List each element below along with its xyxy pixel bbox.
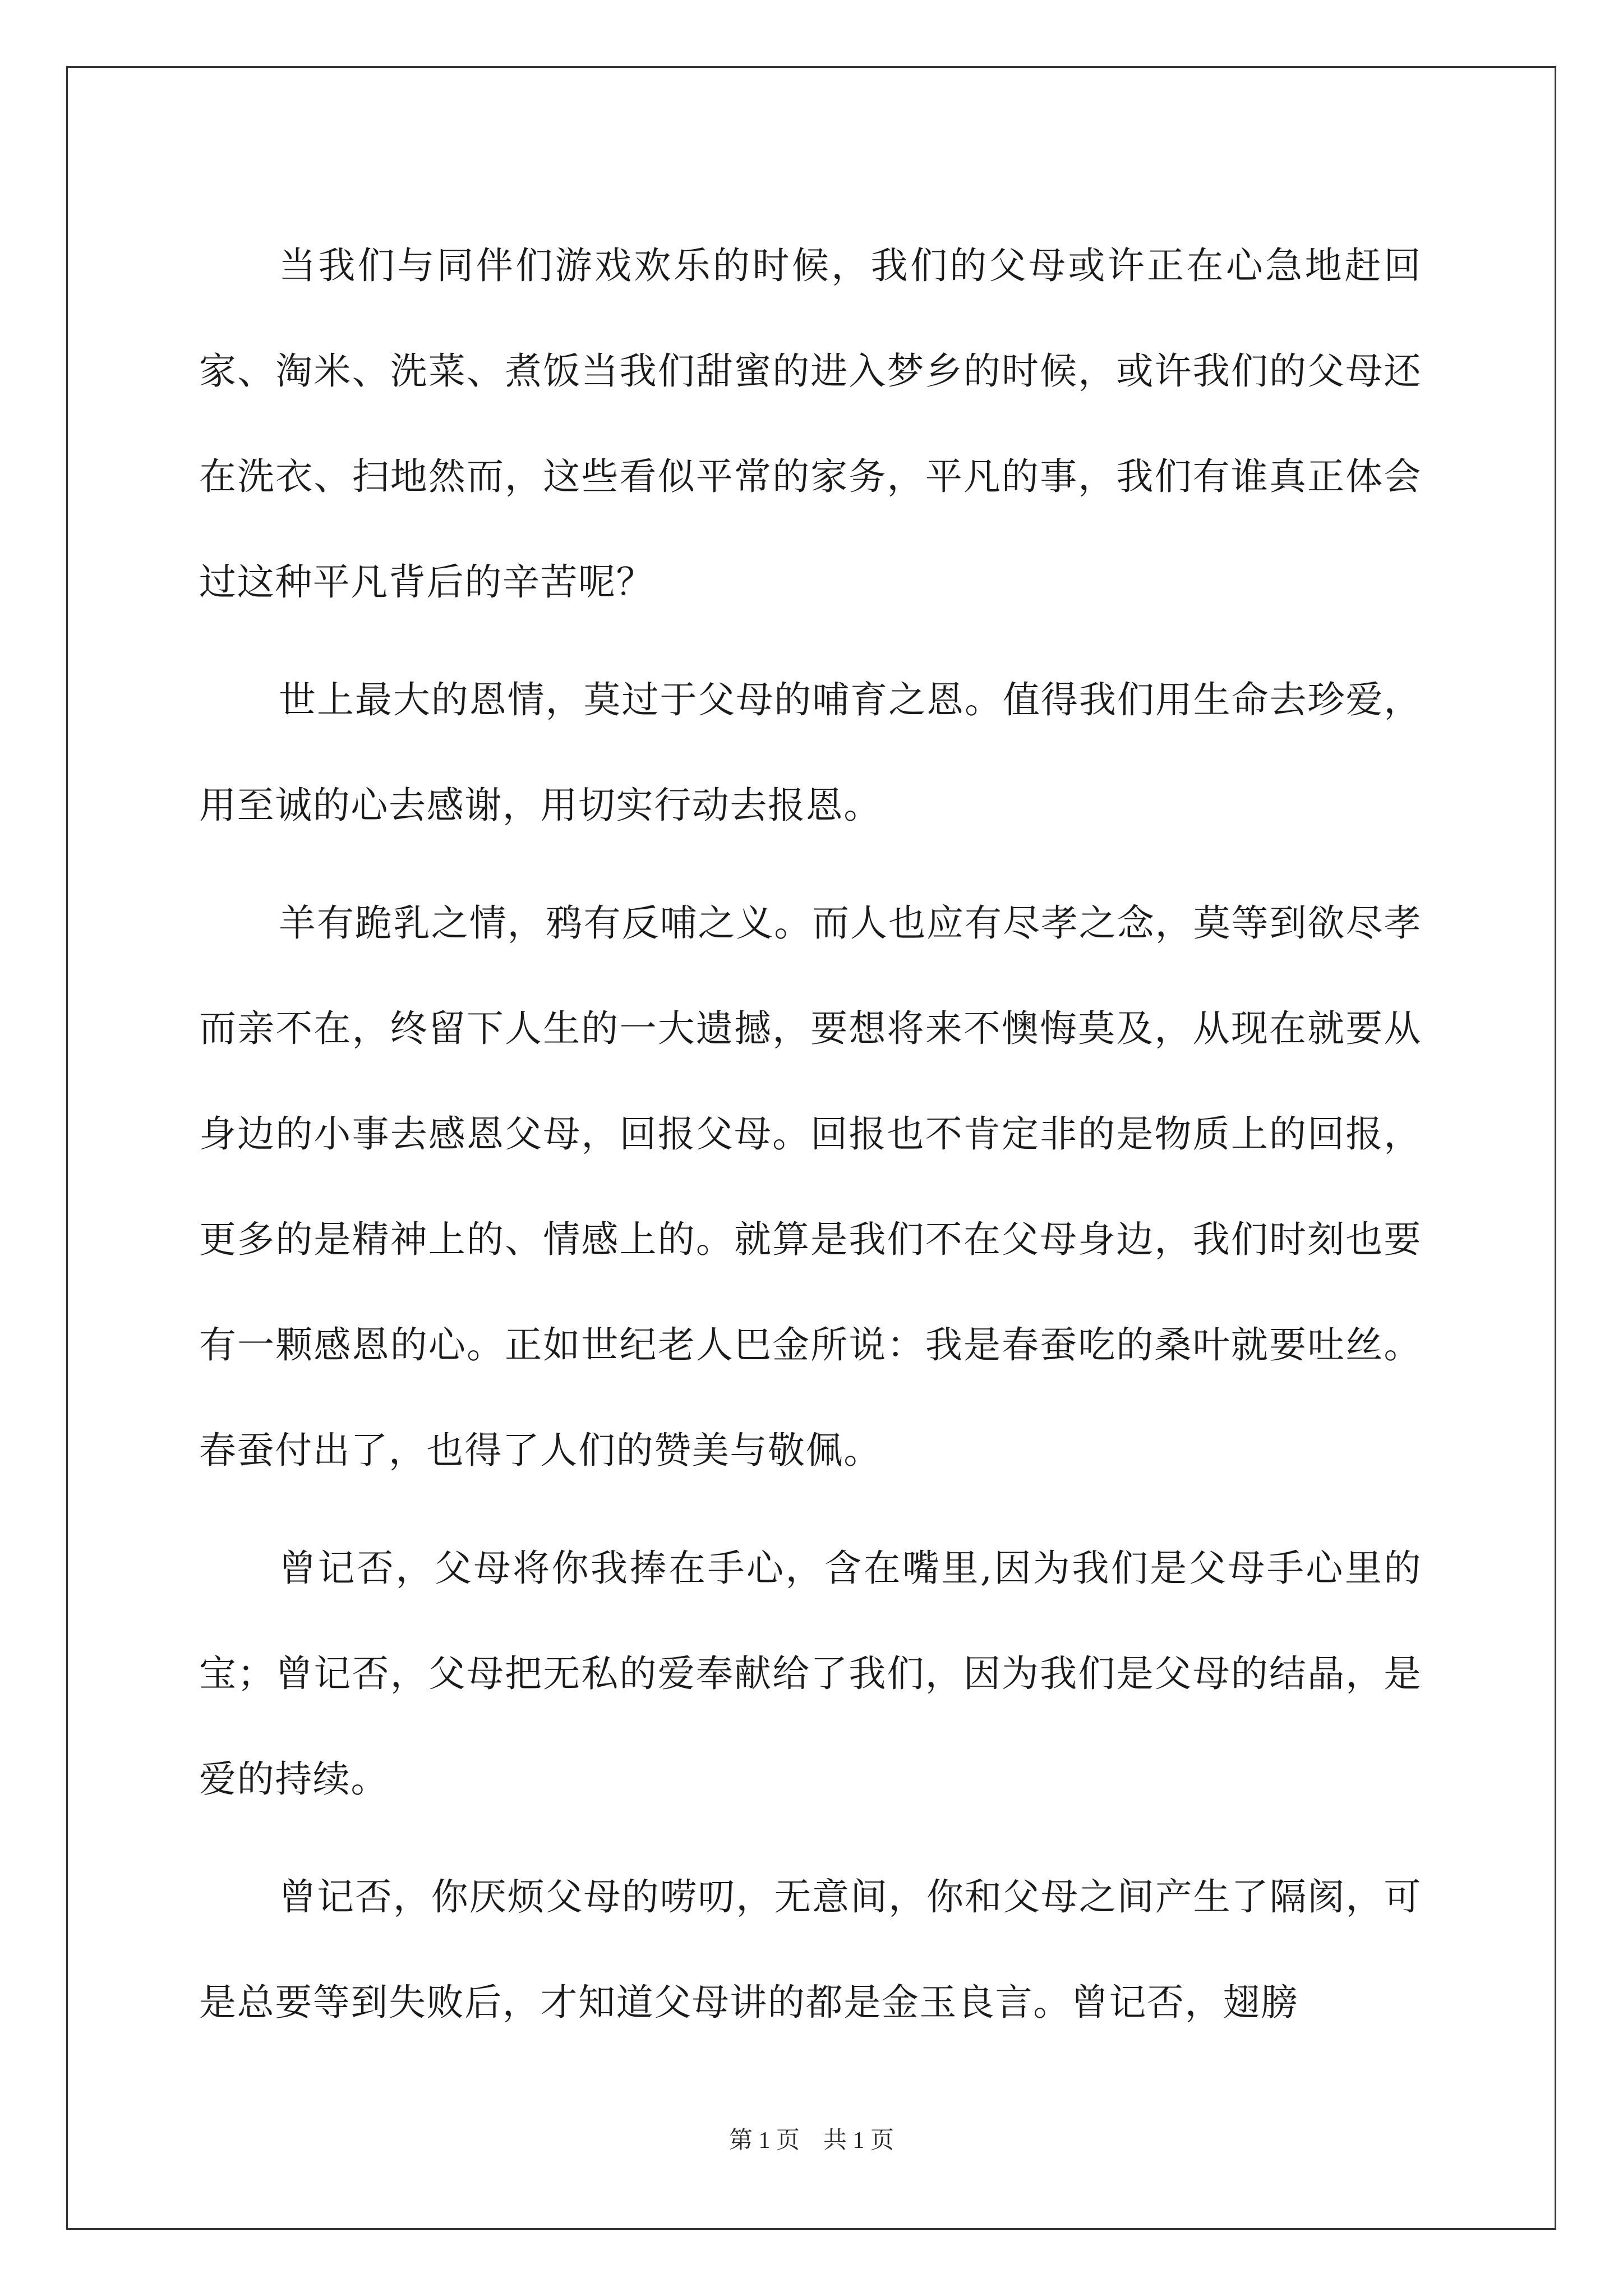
- document-body: [199, 213, 1422, 2068]
- page-number: 第 1 页: [728, 2128, 800, 2154]
- paragraph-2: 世上最大的恩情，莫过于父母的哺育之恩。值得我们用生命去珍爱，用至诚的心去感谢，用切实行动去报恩。: [199, 678, 1422, 827]
- paragraph-4: 曾记否，父母将你我捧在手心，含在嘴里,因为我们是父母手心里的宝；曾记否，父母把无私的爱奉献给了我们，因为我们是父母的结晶，是爱的持续。: [199, 1547, 1422, 1801]
- paragraph-3: 羊有跪乳之情，鸦有反哺之义。而人也应有尽孝之念，莫等到欲尽孝而亲不在，终留下人生的一大遗撼，要想将来不懊悔莫及，从现在就要从身边的小事去感恩父母，回报父母。回报也不肯定非的是物质上的回报，更多的是精神上的、情感上的。就算是我们不在父母身边，我们时刻也要有一颗感恩的心。正如世纪老人巴金所说：我是春蚕吃的桑叶就要吐丝。春蚕付出了，也得了人们的赞美与敬佩。: [199, 901, 1422, 1472]
- paragraph-5: 曾记否，你厌烦父母的唠叨，无意间，你和父母之间产生了隔阂，可是总要等到失败后，才知道父母讲的都是金玉良言。曾记否，翅膀: [199, 1875, 1422, 2024]
- paragraph-1: 当我们与同伴们游戏欢乐的时候，我们的父母或许正在心急地赶回家、淘米、洗菜、煮饭当我们甜蜜的进入梦乡的时候，或许我们的父母还在洗衣、扫地然而，这些看似平常的家务，平凡的事，我们有谁真正体会过这种平凡背后的辛苦呢？: [199, 244, 1422, 604]
- page-footer: [0, 2124, 1623, 2157]
- page-total: 共 1 页: [823, 2128, 895, 2154]
